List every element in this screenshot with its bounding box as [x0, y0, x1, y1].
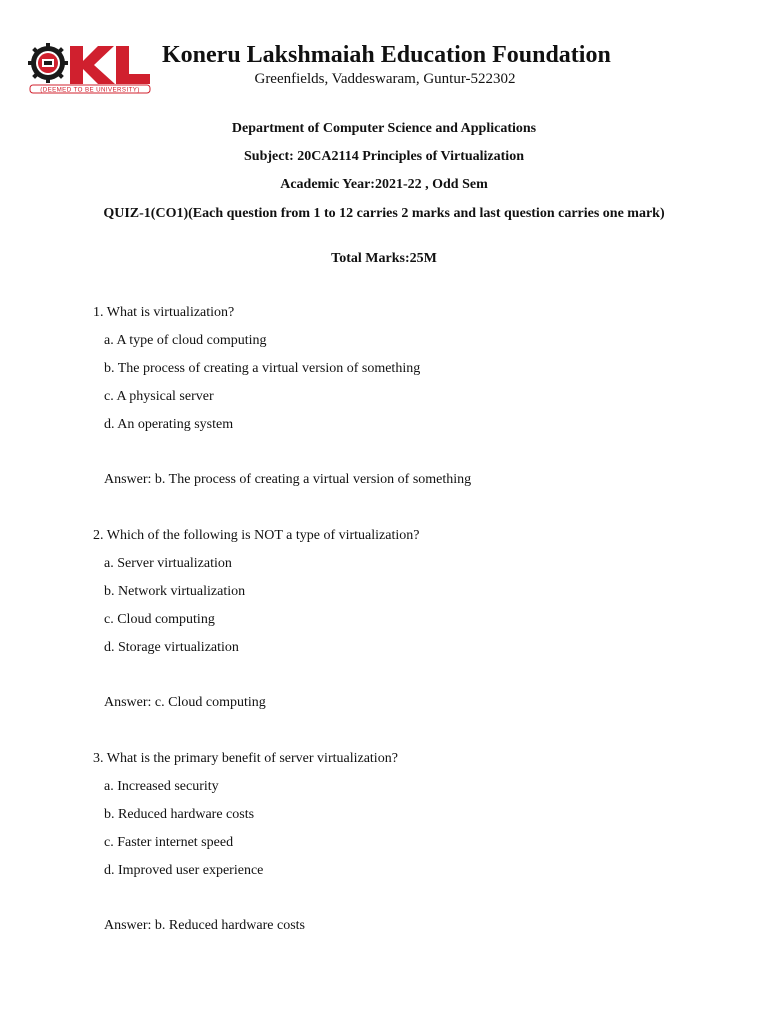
org-address: Greenfields, Vaddeswaram, Guntur-522302 — [254, 71, 516, 87]
option-b: b. Reduced hardware costs — [104, 807, 255, 822]
org-name: Koneru Lakshmaiah Education Foundation — [162, 42, 611, 68]
gear-emblem-icon — [28, 43, 68, 83]
svg-text:(DEEMED TO BE UNIVERSITY): (DEEMED TO BE UNIVERSITY) — [40, 86, 140, 94]
question-text: 2. Which of the following is NOT a type of virtualization? — [93, 528, 420, 543]
answer-line: Answer: b. Reduced hardware costs — [104, 918, 305, 933]
option-a: a. A type of cloud computing — [104, 333, 267, 348]
question-text: 1. What is virtualization? — [93, 305, 235, 320]
logo-letter-k — [70, 46, 115, 84]
option-b: b. The process of creating a virtual version of something — [104, 361, 421, 376]
answer-line: Answer: b. The process of creating a virtual version of something — [104, 472, 472, 487]
logo-letter-l — [116, 46, 150, 84]
option-c: c. Faster internet speed — [104, 835, 234, 850]
option-a: a. Increased security — [104, 779, 219, 794]
department-heading: Department of Computer Science and Applications — [231, 121, 537, 136]
university-logo — [28, 42, 152, 94]
answer-line: Answer: c. Cloud computing — [104, 695, 266, 710]
option-a: a. Server virtualization — [104, 556, 232, 571]
option-d: d. Storage virtualization — [104, 640, 239, 655]
academic-year-heading: Academic Year:2021-22 , Odd Sem — [280, 177, 488, 192]
quiz-instructions: QUIZ-1(CO1)(Each question from 1 to 12 carries 2 marks and last question carries one mark) — [103, 206, 665, 221]
option-d: d. Improved user experience — [104, 863, 264, 878]
option-c: c. A physical server — [104, 389, 214, 404]
question-text: 3. What is the primary benefit of server virtualization? — [93, 751, 398, 766]
option-d: d. An operating system — [104, 417, 234, 432]
option-b: b. Network virtualization — [104, 584, 246, 599]
total-marks: Total Marks:25M — [331, 251, 437, 266]
subject-heading: Subject: 20CA2114 Principles of Virtualization — [244, 149, 524, 164]
option-c: c. Cloud computing — [104, 612, 215, 627]
